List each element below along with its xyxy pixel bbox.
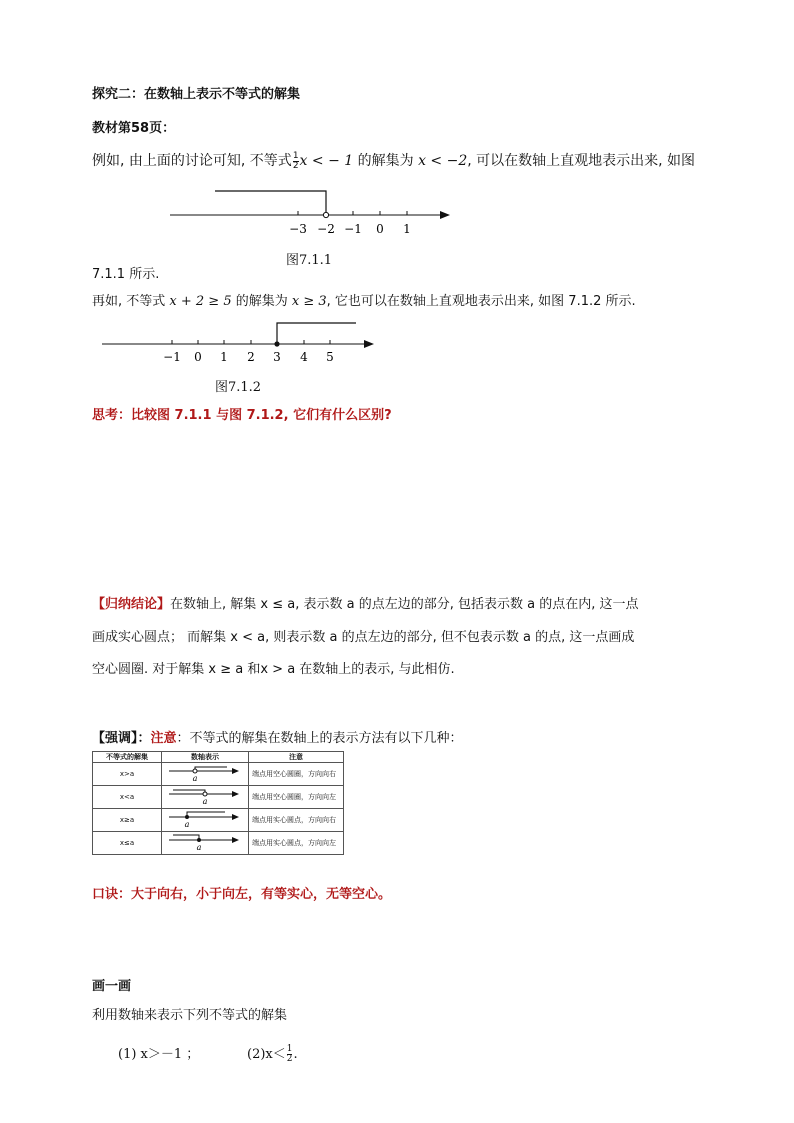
tick-label: −3 (289, 222, 307, 236)
table-row (93, 832, 344, 855)
note-text: 端点用实心圆点，方向向右 (252, 816, 336, 824)
figure-2-caption: 图7.1.2 (215, 380, 262, 395)
number-line-figure-1 (160, 185, 460, 245)
table-cell-set: x≤a (93, 832, 162, 855)
table-header-row (93, 752, 344, 763)
tick-marks (172, 340, 330, 344)
axis-point-label: a (202, 797, 208, 806)
number-line-figure-2 (100, 318, 390, 368)
table-row (93, 786, 344, 809)
note-text: 端点用实心圆点，方向向左 (252, 839, 336, 847)
section-title: 探究二：在数轴上表示不等式的解集 (92, 87, 301, 102)
example-1-inequality: x < − 1 (299, 153, 354, 169)
fraction-numerator: 1 (286, 1044, 293, 1054)
draw-title: 画一画 (92, 979, 132, 994)
table-cell-axis (162, 763, 249, 786)
table-cell-axis (162, 832, 249, 855)
axis-point-label: a (196, 843, 202, 852)
conclusion-tag: 【归纳结论】 (92, 597, 171, 612)
axis-point-label: a (192, 774, 198, 783)
fraction-numerator: 1 (292, 150, 299, 161)
tick-label: 0 (194, 350, 202, 364)
tick-label: 0 (376, 222, 384, 236)
figure-1-caption: 图7.1.1 (286, 253, 333, 268)
think-question: 思考：比较图 7.1.1 与图 7.1.2, 它们有什么区别? (92, 408, 392, 423)
example-1-pre: 例如, 由上面的讨论可知, 不等式 (92, 153, 292, 169)
mnemonic: 口诀：大于向右，小于向左，有等实心，无等空心。 (92, 887, 392, 902)
example-2-mid: 的解集为 (231, 294, 292, 309)
conclusion-line-3: 空心圆圈. 对于解集 x ≥ a 和x > a 在数轴上的表示, 与此相仿. (92, 662, 455, 677)
open-circle-endpoint (323, 212, 328, 217)
table-cell-note (249, 832, 344, 855)
solid-dot-endpoint (274, 341, 279, 346)
example-1-post: , 可以在数轴上直观地表示出来, 如图 (467, 153, 696, 169)
conclusion-line-1 (92, 593, 639, 612)
question-2-pre: (2)x＜ (247, 1047, 286, 1062)
example-2-inequality: x + 2 ≥ 5 (169, 294, 232, 309)
tick-label: 1 (220, 350, 228, 364)
tick-label: −2 (317, 222, 335, 236)
conclusion-text: 在数轴上, 解集 x ≤ a, 表示数 a 的点左边的部分, 包括表示数 a 的点在内, 这一点 (170, 597, 639, 612)
fraction-denominator: 2 (292, 160, 299, 171)
example-2-line (92, 290, 636, 309)
table-header: 数轴表示 (162, 752, 249, 763)
notation-table (92, 751, 344, 855)
note-label: 注意 (150, 731, 177, 746)
example-2-pre: 再如, 不等式 (92, 294, 170, 309)
table-cell-set: x>a (93, 763, 162, 786)
tick-label: 4 (300, 350, 308, 364)
table-header: 不等式的解集 (93, 752, 162, 763)
table-row (93, 809, 344, 832)
question-1: (1) x＞－1 ； (118, 1047, 200, 1062)
example-1-line (92, 150, 695, 171)
question-2 (247, 1043, 298, 1064)
textbook-page-ref: 教材第58页： (92, 121, 176, 136)
example-1-continuation: 7.1.1 所示. (92, 267, 160, 282)
example-2-solution: x ≥ 3 (291, 294, 327, 309)
emphasis-line (92, 727, 463, 746)
example-1-mid: 的解集为 (353, 153, 419, 169)
table-cell-axis (162, 809, 249, 832)
table-row (93, 763, 344, 786)
tick-marks (298, 211, 407, 215)
tick-label: −1 (163, 350, 181, 364)
tick-label: 1 (403, 222, 411, 236)
emphasis-text: ：不等式的解集在数轴上的表示方法有以下几种： (176, 731, 463, 746)
tick-label: 3 (273, 350, 281, 364)
tick-label: −1 (344, 222, 362, 236)
table-cell-set: x≥a (93, 809, 162, 832)
conclusion-line-2: 画成实心圆点； 而解集 x < a, 则表示数 a 的点左边的部分, 但不包表示数 a 的点, 这一点画成 (92, 630, 635, 645)
example-1-solution: x < −2 (418, 153, 468, 169)
draw-instruction: 利用数轴来表示下列不等式的解集 (92, 1008, 288, 1023)
emphasis-tag: 【强调】： (92, 731, 151, 746)
axis-point-label: a (184, 820, 190, 829)
fraction-denominator: 2 (286, 1054, 293, 1064)
question-2-post: . (293, 1047, 298, 1062)
note-text: 端点用空心圆圈，方向向右 (252, 770, 336, 778)
tick-label: 2 (247, 350, 255, 364)
table-cell-set: x<a (93, 786, 162, 809)
table-cell-note (249, 786, 344, 809)
example-2-post: , 它也可以在数轴上直观地表示出来, 如图 7.1.2 所示. (326, 294, 636, 309)
table-cell-note (249, 763, 344, 786)
fraction (293, 152, 299, 171)
table-cell-axis (162, 786, 249, 809)
note-text: 端点用空心圆圈，方向向左 (252, 793, 336, 801)
tick-label: 5 (326, 350, 334, 364)
fraction (287, 1045, 293, 1064)
table-cell-note (249, 809, 344, 832)
table-header: 注意 (249, 752, 344, 763)
